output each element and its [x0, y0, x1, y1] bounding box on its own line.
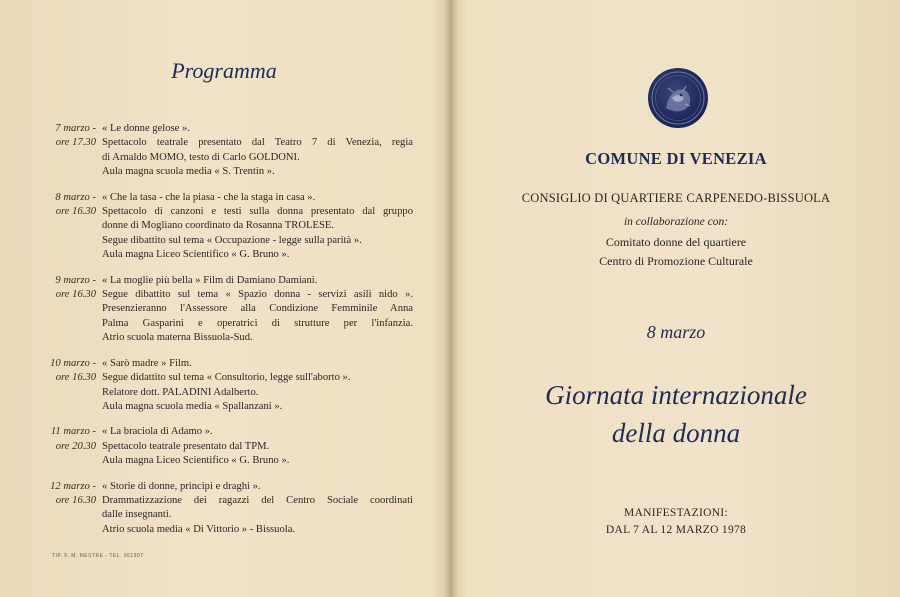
event-line: Palma Gasparini e operatrici di strutture per l'infanzia.	[102, 317, 413, 329]
event-description	[102, 191, 413, 263]
events-label: MANIFESTAZIONI:	[624, 507, 728, 519]
event-line: Drammatizzazione dei ragazzi del Centro Sociale coordinati	[102, 494, 413, 506]
event-date: 11 marzo -	[50, 426, 96, 438]
event-time: ore 17.30	[55, 137, 96, 149]
issuer-title: COMUNE DI VENEZIA	[585, 149, 767, 168]
event-line: « Sarò madre » Film.	[102, 357, 192, 369]
event-line: « La braciola di Adamo ».	[102, 426, 213, 438]
event-line: Relatore dott. PALADINI Adalberto.	[102, 386, 259, 398]
event-time: ore 20.30	[55, 440, 96, 452]
date-range: DAL 7 AL 12 MARZO 1978	[605, 524, 747, 536]
cover-page	[452, 0, 900, 597]
event-line: Spettacolo teatrale presentato dal TPM.	[102, 440, 270, 452]
event-line: Atrio scuola materna Bissuola-Sud.	[102, 332, 253, 344]
event-item	[38, 122, 413, 180]
partner-line: Comitato donne del quartiere	[605, 235, 747, 249]
event-line: Segue dibattito sul tema « Occupazione - legge sulla parità ».	[102, 234, 362, 246]
event-date-heading: 8 marzo	[646, 322, 706, 342]
event-date: 8 marzo -	[55, 191, 96, 203]
event-line: Segue didattito sul tema « Consultorio, legge sull'aborto ».	[102, 372, 351, 384]
event-description	[102, 274, 413, 346]
event-line: « Che la tasa - che la piasa - che la staga in casa ».	[102, 191, 316, 203]
event-description	[102, 122, 413, 180]
event-item	[38, 425, 413, 468]
event-when	[38, 357, 96, 415]
lion-emblem-icon	[648, 68, 708, 128]
event-description	[102, 480, 413, 538]
event-line: Aula magna Liceo Scientifico « G. Bruno ».	[102, 455, 290, 467]
event-item	[38, 480, 413, 538]
event-description	[102, 357, 413, 415]
program-title: Programma	[171, 58, 277, 83]
event-line: di Arnaldo MOMO, testo di Carlo GOLDONI.	[102, 151, 300, 163]
event-date: 7 marzo -	[55, 123, 96, 134]
event-item	[38, 274, 413, 346]
event-line: Atrio scuola media « Di Vittorio » - Bissuola.	[102, 523, 296, 535]
event-date: 9 marzo -	[55, 274, 96, 286]
printer-imprint: TIP. F. M. MESTRE - TEL. 961907	[52, 553, 144, 559]
event-date: 12 marzo -	[50, 480, 96, 492]
main-title-line: Giornata internazionale	[545, 380, 807, 410]
event-item	[38, 191, 413, 263]
event-when	[38, 191, 96, 263]
event-line: Aula magna scuola media « Spallanzani ».	[102, 400, 283, 412]
event-when	[38, 480, 96, 538]
event-time: ore 16.30	[55, 206, 96, 218]
event-time: ore 16.30	[55, 372, 96, 384]
event-line: Aula magna scuola media « S. Trentin ».	[102, 166, 275, 178]
event-when	[38, 274, 96, 346]
event-line: donne di Mogliano coordinato da Rosanna TROLESE.	[102, 220, 334, 232]
event-line: Aula magna Liceo Scientifico « G. Bruno ».	[102, 249, 290, 261]
event-description	[102, 425, 413, 468]
event-date: 10 marzo -	[50, 357, 96, 369]
partner-line: Centro di Promozione Culturale	[599, 254, 753, 268]
event-line: « Le donne gelose ».	[102, 123, 190, 134]
event-when	[38, 122, 96, 180]
main-title-line: della donna	[611, 418, 741, 448]
event-time: ore 16.30	[55, 289, 96, 301]
event-line: « La moglie più bella » Film di Damiano Damiani.	[102, 274, 318, 286]
event-line: Spettacolo di canzoni e testi sulla donna presentato dal gruppo	[102, 206, 413, 218]
collaboration-label: in collaborazione con:	[623, 216, 729, 228]
event-line: dalle insegnanti.	[102, 509, 172, 521]
event-when	[38, 425, 96, 468]
event-line: Spettacolo teatrale presentato dal Teatro 7 di Venezia, regia	[102, 137, 413, 149]
event-line: Presenzieranno l'Assessore alla Condizione Femminile Anna	[102, 303, 413, 315]
event-line: Segue dibattito sul tema « Spazio donna - servizi asili nido ».	[102, 289, 413, 301]
event-line: « Storie di donne, principi e draghi ».	[102, 480, 261, 492]
event-item	[38, 357, 413, 415]
event-list	[38, 122, 413, 548]
program-page	[0, 0, 448, 597]
city-seal-icon	[648, 68, 708, 128]
event-time: ore 16.30	[55, 494, 96, 506]
council-name: CONSIGLIO DI QUARTIERE CARPENEDO-BISSUOLA	[521, 191, 831, 205]
